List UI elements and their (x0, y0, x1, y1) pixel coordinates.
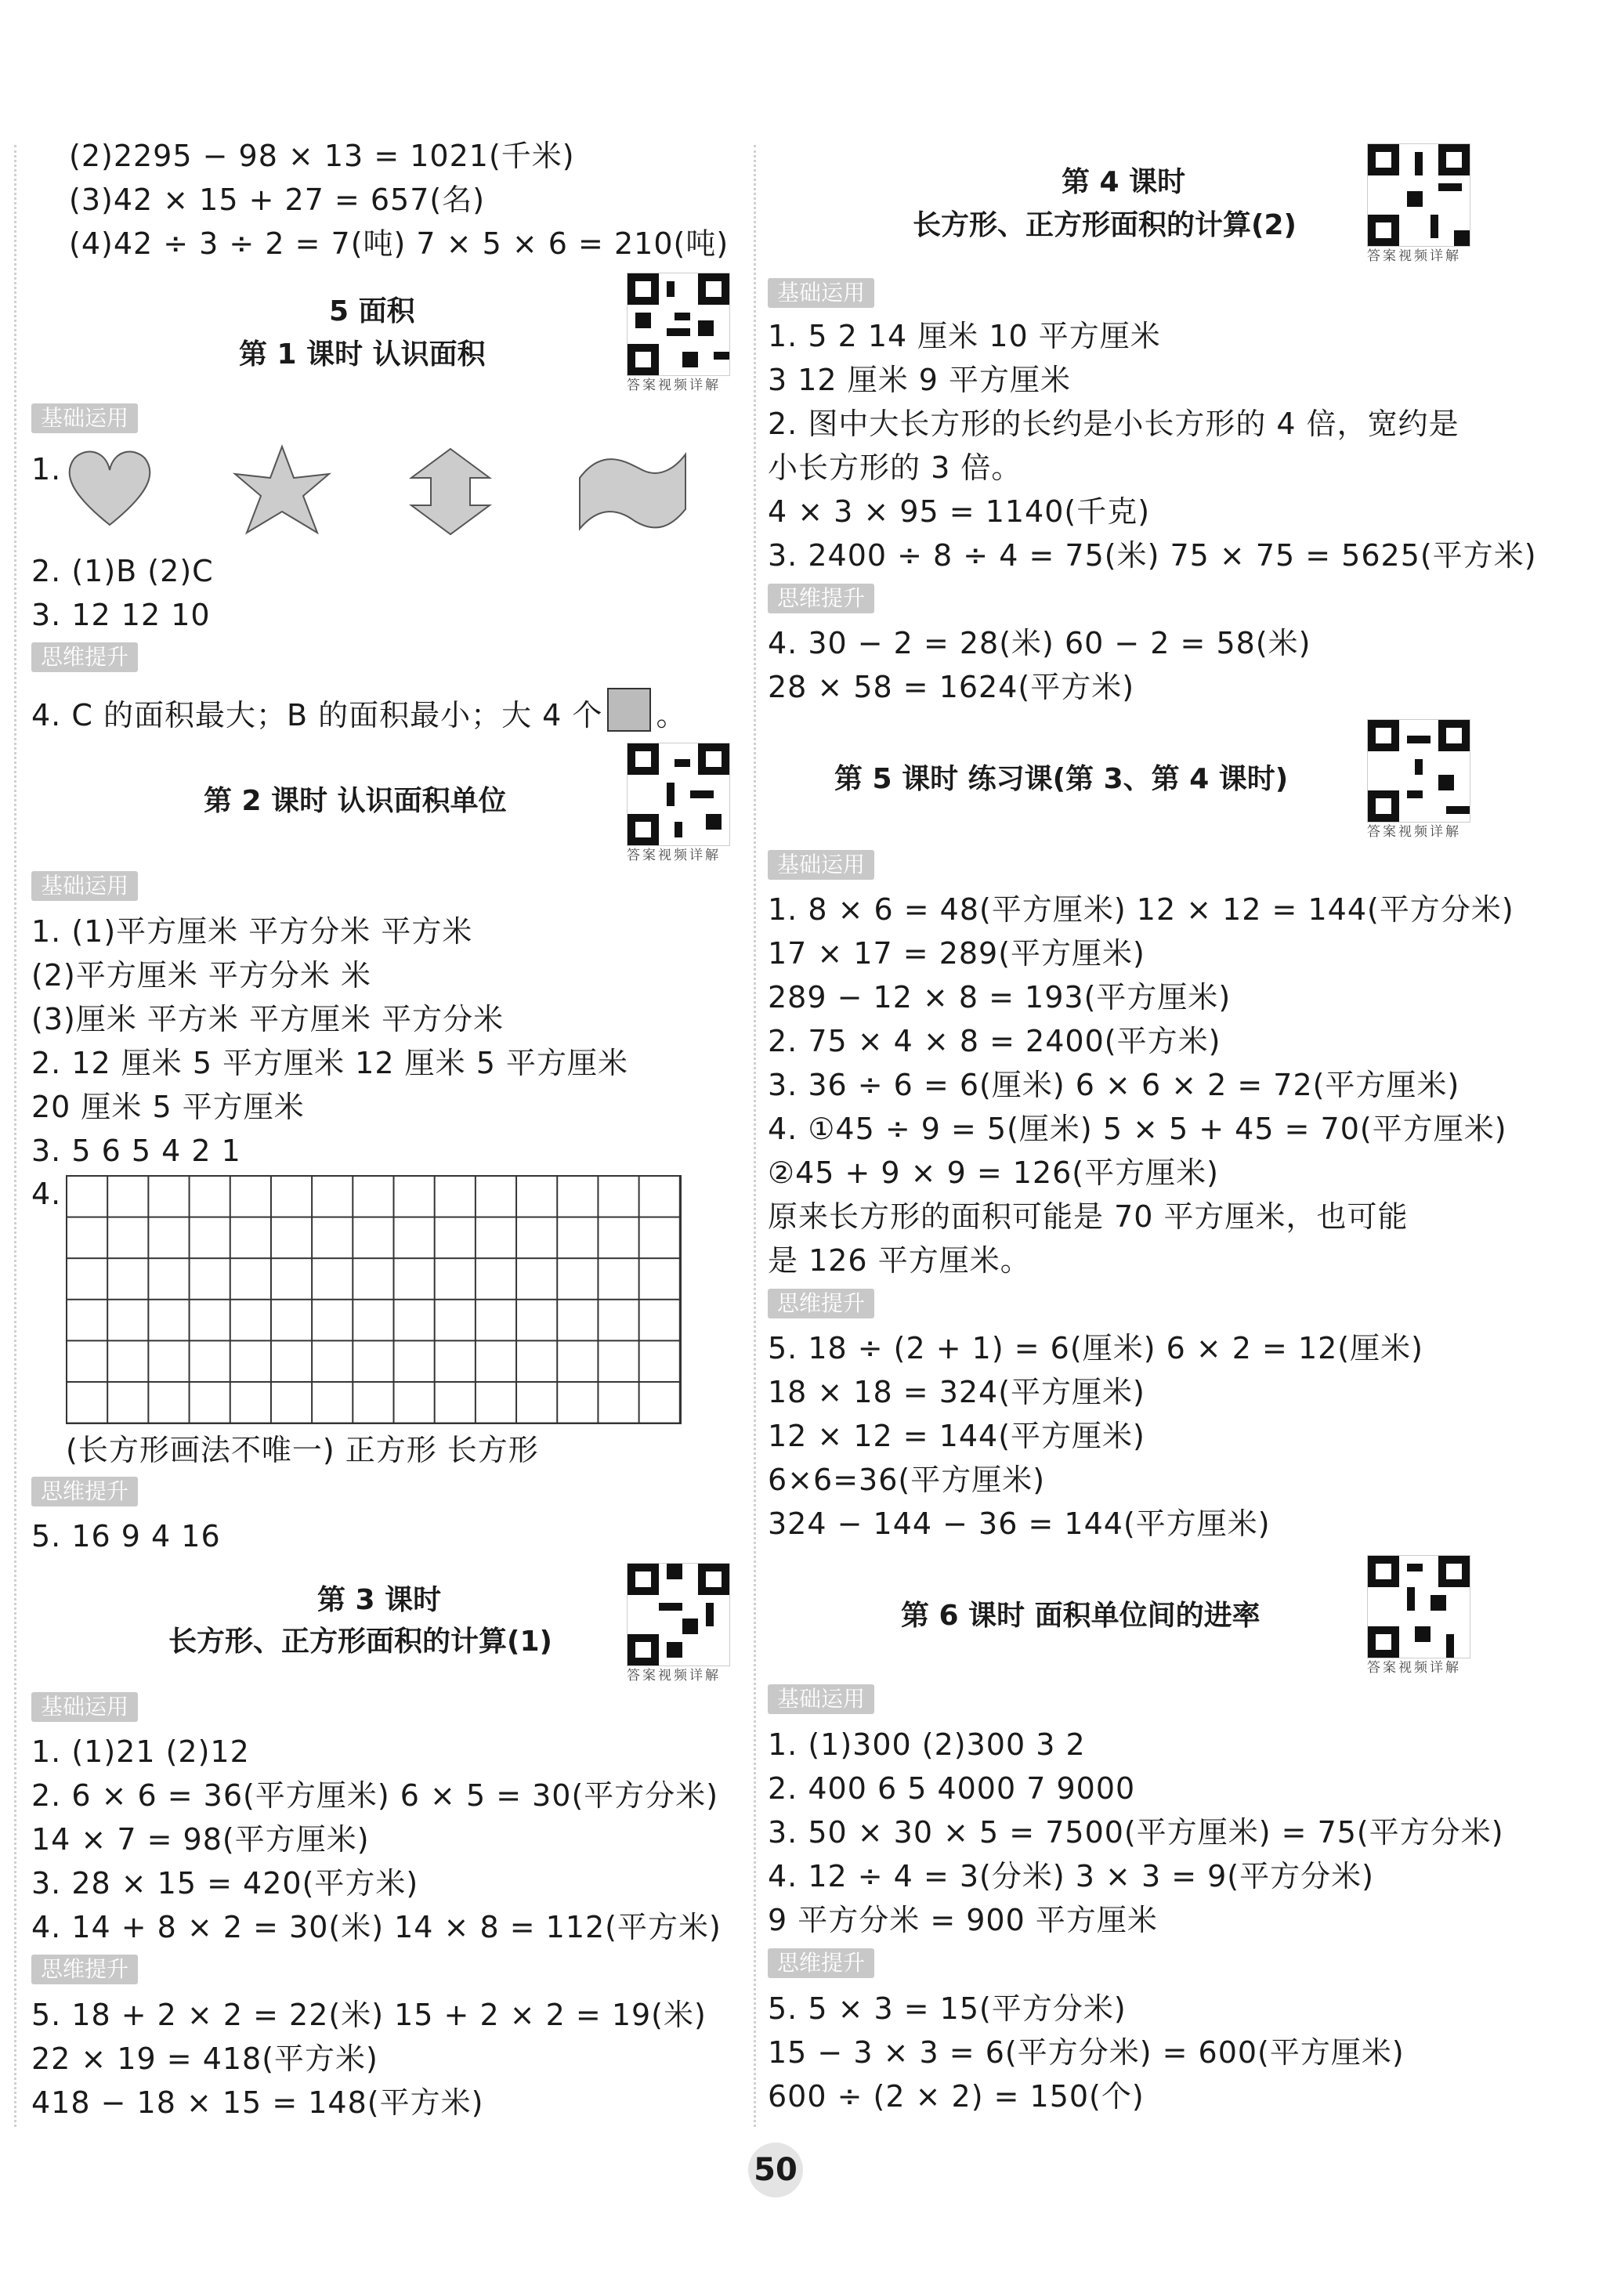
answer-line: 是 126 平方厘米。 (768, 1243, 1031, 1278)
answer-line: 22 × 19 = 418(平方米) (31, 2042, 378, 2076)
answer-line: (4)42 ÷ 3 ÷ 2 = 7(吨) 7 × 5 × 6 = 210(吨) (69, 226, 729, 261)
section-tag-basic: 基础运用 (31, 403, 138, 433)
lesson-2-title: 第 2 课时 认识面积单位 (204, 785, 507, 817)
answer-line: 2. (1)B (2)C (31, 554, 214, 588)
section-tag-basic: 基础运用 (31, 1692, 138, 1722)
answer-line: 小长方形的 3 倍。 (768, 450, 1022, 485)
answer-line: 12 × 12 = 144(平方厘米) (768, 1419, 1145, 1453)
qr-caption: 答案视频详解 (1367, 1660, 1461, 1676)
answer-line: 5. 5 × 3 = 15(平方分米) (768, 1991, 1127, 2026)
answer-line: (2)2295 − 98 × 13 = 1021(千米) (69, 139, 575, 173)
lesson-4-subtitle: 长方形、正方形面积的计算(2) (913, 209, 1297, 241)
answer-line: 原来长方形的面积可能是 70 平方厘米，也可能 (768, 1199, 1409, 1234)
answer-line: 3. 50 × 30 × 5 = 7500(平方厘米) = 75(平方分米) (768, 1815, 1504, 1850)
answer-line: (3)厘米 平方米 平方厘米 平方分米 (31, 1002, 505, 1036)
answer-line: 418 − 18 × 15 = 148(平方米) (31, 2085, 484, 2120)
qr-caption: 答案视频详解 (627, 378, 721, 393)
section-tag-think: 思维提升 (768, 1289, 874, 1318)
answer-line: 4. 30 − 2 = 28(米) 60 − 2 = 58(米) (768, 626, 1311, 660)
lesson-4-title: 第 4 课时 (1062, 166, 1186, 198)
unit-title: 5 面积 (329, 295, 415, 327)
question-number: 4. (31, 1177, 62, 1211)
qr-code[interactable] (1367, 719, 1470, 823)
answer-line: 1. 5 2 14 厘米 10 平方厘米 (768, 319, 1161, 353)
answer-line: 3. 12 12 10 (31, 598, 211, 632)
answer-line: 2. 75 × 4 × 8 = 2400(平方米) (768, 1024, 1221, 1058)
column-divider (754, 145, 756, 2127)
answer-line: 2. 400 6 5 4000 7 9000 (768, 1771, 1136, 1806)
section-tag-basic: 基础运用 (768, 278, 874, 308)
lesson-1-title: 第 1 课时 认识面积 (239, 338, 486, 371)
answer-line: 4 × 3 × 95 = 1140(千克) (768, 494, 1151, 529)
answer-line: 17 × 17 = 289(平方厘米) (768, 936, 1145, 971)
section-tag-think: 思维提升 (31, 1955, 138, 1984)
page-number: 50 (748, 2143, 803, 2197)
lesson-6-title: 第 6 课时 面积单位间的进率 (901, 1600, 1260, 1632)
answer-line: 324 − 144 − 36 = 144(平方厘米) (768, 1506, 1271, 1541)
section-tag-think: 思维提升 (31, 642, 138, 672)
qr-code[interactable] (627, 273, 730, 376)
answer-line: 2. 6 × 6 = 36(平方厘米) 6 × 5 = 30(平方分米) (31, 1778, 719, 1813)
answer-line: 18 × 18 = 324(平方厘米) (768, 1375, 1145, 1409)
answer-line: (长方形画法不唯一) 正方形 长方形 (66, 1433, 539, 1467)
answer-line: 3. 5 6 5 4 2 1 (31, 1134, 241, 1168)
answer-line: 28 × 58 = 1624(平方米) (768, 670, 1135, 704)
answer-line: 1. 8 × 6 = 48(平方厘米) 12 × 12 = 144(平方分米) (768, 892, 1514, 927)
double-arrow-shape (403, 447, 497, 537)
lesson-3-title: 第 3 课时 (317, 1584, 442, 1616)
answer-line: 1. (1)21 (2)12 (31, 1734, 250, 1769)
answer-text: 。 (656, 698, 687, 732)
wave-flag-shape (572, 447, 689, 537)
qr-caption: 答案视频详解 (1367, 248, 1461, 264)
answer-line: 3. 28 × 15 = 420(平方米) (31, 1866, 419, 1901)
heart-shape (63, 447, 157, 533)
answer-line: (3)42 × 15 + 27 = 657(名) (69, 183, 486, 217)
answer-line: 600 ÷ (2 × 2) = 150(个) (768, 2079, 1145, 2114)
section-tag-think: 思维提升 (768, 1948, 874, 1978)
square-grid (66, 1175, 682, 1424)
answer-line: 5. 16 9 4 16 (31, 1519, 221, 1553)
answer-line: (2)平方厘米 平方分米 米 (31, 958, 371, 993)
answer-line: 289 − 12 × 8 = 193(平方厘米) (768, 980, 1232, 1014)
qr-code[interactable] (627, 743, 730, 846)
answer-text: 4. C 的面积最大；B 的面积最小；大 4 个 (31, 698, 603, 732)
answer-line: 2. 12 厘米 5 平方厘米 12 厘米 5 平方厘米 (31, 1046, 628, 1080)
answer-line: 5. 18 + 2 × 2 = 22(米) 15 + 2 × 2 = 19(米) (31, 1998, 707, 2032)
answer-line: 20 厘米 5 平方厘米 (31, 1090, 305, 1124)
answer-line: 4. 14 + 8 × 2 = 30(米) 14 × 8 = 112(平方米) (31, 1910, 722, 1944)
lesson-3-subtitle: 长方形、正方形面积的计算(1) (168, 1626, 552, 1658)
qr-caption: 答案视频详解 (1367, 824, 1461, 840)
section-tag-basic: 基础运用 (768, 850, 874, 880)
qr-caption: 答案视频详解 (627, 848, 721, 863)
answer-line: 6×6=36(平方厘米) (768, 1463, 1046, 1497)
answer-line: 3. 36 ÷ 6 = 6(厘米) 6 × 6 × 2 = 72(平方厘米) (768, 1068, 1460, 1102)
answer-line: 1. (1)300 (2)300 3 2 (768, 1727, 1086, 1762)
question-number: 1. (31, 452, 62, 486)
answer-line: 14 × 7 = 98(平方厘米) (31, 1822, 370, 1857)
star-shape (231, 443, 333, 541)
section-tag-think: 思维提升 (768, 584, 874, 613)
section-tag-basic: 基础运用 (768, 1684, 874, 1714)
section-tag-basic: 基础运用 (31, 871, 138, 901)
answer-line: 4. ①45 ÷ 9 = 5(厘米) 5 × 5 + 45 = 70(平方厘米) (768, 1112, 1507, 1146)
answer-line: 9 平方分米 = 900 平方厘米 (768, 1903, 1158, 1937)
answer-line: 5. 18 ÷ (2 + 1) = 6(厘米) 6 × 2 = 12(厘米) (768, 1331, 1423, 1365)
answer-line: 3. 2400 ÷ 8 ÷ 4 = 75(米) 75 × 75 = 5625(平方米) (768, 538, 1537, 573)
left-margin-divider (14, 145, 16, 2127)
answer-line: 2. 图中大长方形的长约是小长方形的 4 倍，宽约是 (768, 407, 1459, 441)
unit-square (607, 688, 651, 732)
qr-code[interactable] (627, 1563, 730, 1666)
qr-caption: 答案视频详解 (627, 1668, 721, 1684)
qr-code[interactable] (1367, 143, 1470, 247)
answer-line: 4. 12 ÷ 4 = 3(分米) 3 × 3 = 9(平方分米) (768, 1859, 1374, 1893)
lesson-5-title: 第 5 课时 练习课(第 3、第 4 课时) (834, 763, 1289, 795)
answer-line (31, 688, 686, 734)
answer-line: ②45 + 9 × 9 = 126(平方厘米) (768, 1156, 1219, 1190)
answer-line: 3 12 厘米 9 平方厘米 (768, 363, 1072, 397)
qr-code[interactable] (1367, 1555, 1470, 1658)
section-tag-think: 思维提升 (31, 1477, 138, 1506)
answer-line: 1. (1)平方厘米 平方分米 平方米 (31, 914, 473, 949)
answer-line: 15 − 3 × 3 = 6(平方分米) = 600(平方厘米) (768, 2035, 1405, 2070)
